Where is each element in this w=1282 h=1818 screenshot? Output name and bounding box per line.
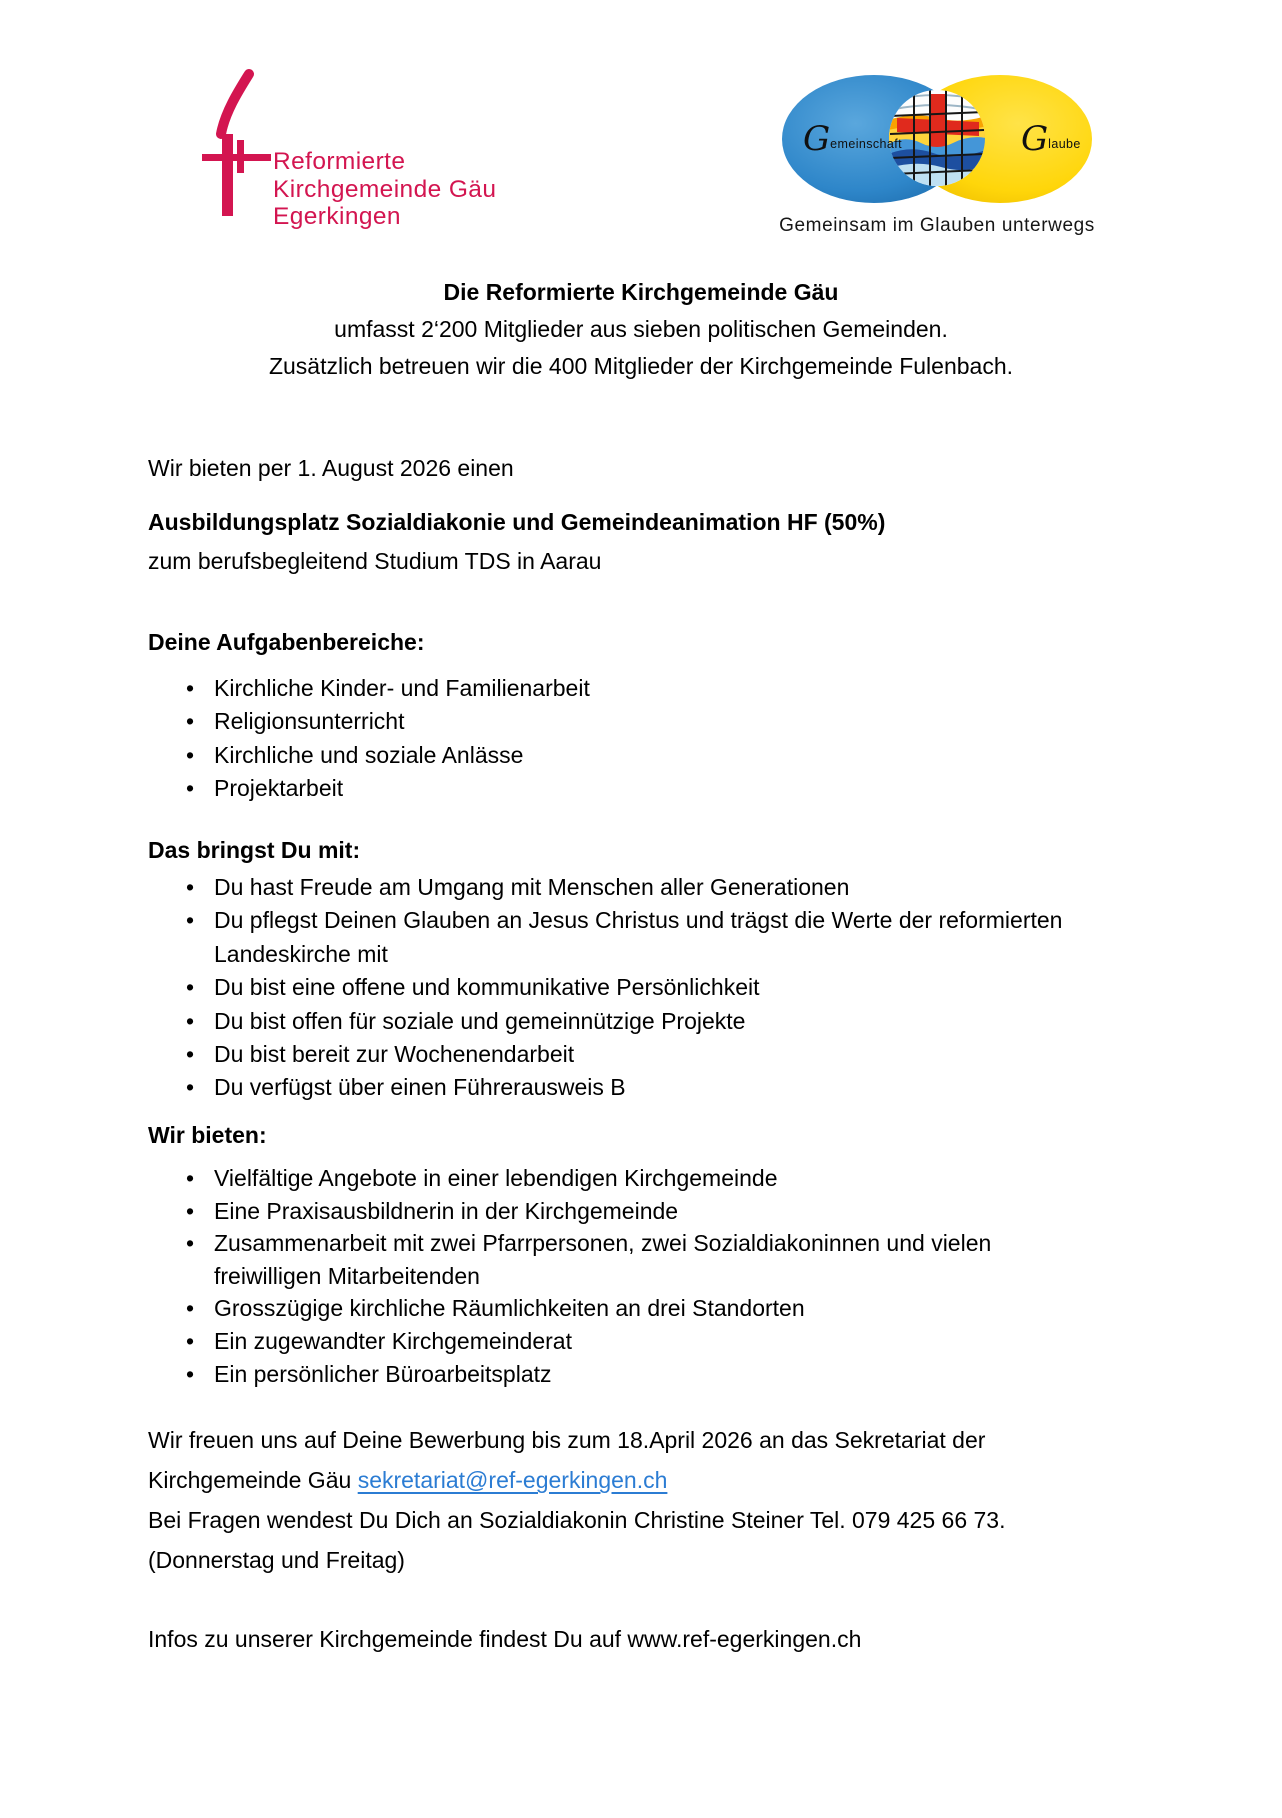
application-address-line — [148, 1460, 1158, 1500]
gemeinschaft-label: Gemeinschaft — [803, 119, 902, 159]
logo-line-2: Kirchgemeinde Gäu — [273, 175, 497, 203]
list-item: • Ein zugewandter Kirchgemeinderat — [148, 1325, 1093, 1358]
website-info-line: Infos zu unserer Kirchgemeinde findest Du auf www.ref-egerkingen.ch — [148, 1626, 862, 1652]
intro-members-line: umfasst 2‘200 Mitglieder aus sieben politischen Gemeinden. — [334, 316, 948, 342]
list-item: • Vielfältige Angebote in einer lebendigen Kirchgemeinde — [148, 1162, 1093, 1195]
application-address-prefix: Kirchgemeinde Gäu — [148, 1467, 358, 1493]
list-item: • Eine Praxisausbildnerin in der Kirchgemeinde — [148, 1195, 1093, 1228]
list-item: • Projektarbeit — [148, 772, 1093, 805]
requirements-list — [148, 871, 1093, 1105]
list-item: • Religionsunterricht — [148, 705, 1093, 738]
position-title: Ausbildungsplatz Sozialdiakonie und Gemeindeanimation HF (50%) — [148, 509, 886, 535]
logo-caption: Gemeinsam im Glauben unterwegs — [779, 215, 1095, 236]
list-item: • Du verfügst über einen Führerausweis B — [148, 1071, 1093, 1104]
contact-line: Bei Fragen wendest Du Dich an Sozialdiakonin Christine Steiner Tel. 079 425 66 73. — [148, 1507, 1006, 1533]
church-logo — [165, 68, 595, 238]
list-item: • Ein persönlicher Büroarbeitsplatz — [148, 1358, 1093, 1391]
list-item: • Grosszügige kirchliche Räumlichkeiten an drei Standorten — [148, 1292, 1093, 1325]
position-subtitle: zum berufsbegleitend Studium TDS in Aarau — [148, 548, 602, 574]
list-item: • Kirchliche und soziale Anlässe — [148, 739, 1093, 772]
faith-community-logo — [752, 72, 1122, 237]
list-item: • Du bist bereit zur Wochenendarbeit — [148, 1038, 1093, 1071]
list-item: • Zusammenarbeit mit zwei Pfarrpersonen, zwei Sozialdiakoninnen und vielen freiwilligen Mitarbeitenden — [148, 1227, 1093, 1292]
list-item: • Kirchliche Kinder- und Familienarbeit — [148, 672, 1093, 705]
church-logo-wordmark — [273, 148, 496, 231]
list-item: • Du bist eine offene und kommunikative Persönlichkeit — [148, 971, 1093, 1004]
tasks-list — [148, 672, 1093, 806]
requirements-heading: Das bringst Du mit: — [148, 837, 361, 863]
document-title: Die Reformierte Kirchgemeinde Gäu — [443, 279, 839, 305]
contact-days-line: (Donnerstag und Freitag) — [148, 1547, 405, 1573]
intro-fulenbach-line: Zusätzlich betreuen wir die 400 Mitglieder der Kirchgemeinde Fulenbach. — [268, 353, 1014, 379]
list-item: • Du hast Freude am Umgang mit Menschen aller Generationen — [148, 871, 1093, 904]
list-item: • Du pflegst Deinen Glauben an Jesus Christus und trägst die Werte der reformierten Landeskirche mit — [148, 904, 1093, 971]
cross-logo-icon — [165, 68, 275, 220]
list-item: • Du bist offen für soziale und gemeinnützige Projekte — [148, 1005, 1093, 1038]
offer-lead: Wir bieten per 1. August 2026 einen — [148, 455, 514, 481]
application-deadline-line: Wir freuen uns auf Deine Bewerbung bis zum 18.April 2026 an das Sekretariat der — [148, 1427, 986, 1453]
logo-line-1: Reformierte — [273, 148, 406, 175]
tasks-heading: Deine Aufgabenbereiche: — [148, 629, 425, 655]
benefits-heading: Wir bieten: — [148, 1122, 267, 1148]
glaube-label: Glaube — [1021, 119, 1081, 159]
email-link[interactable]: sekretariat@ref-egerkingen.ch — [357, 1467, 668, 1493]
closing-block — [148, 1420, 1158, 1580]
logo-line-3: Egerkingen — [273, 203, 401, 230]
benefits-list — [148, 1162, 1093, 1390]
venn-ellipses-icon — [781, 72, 1093, 208]
